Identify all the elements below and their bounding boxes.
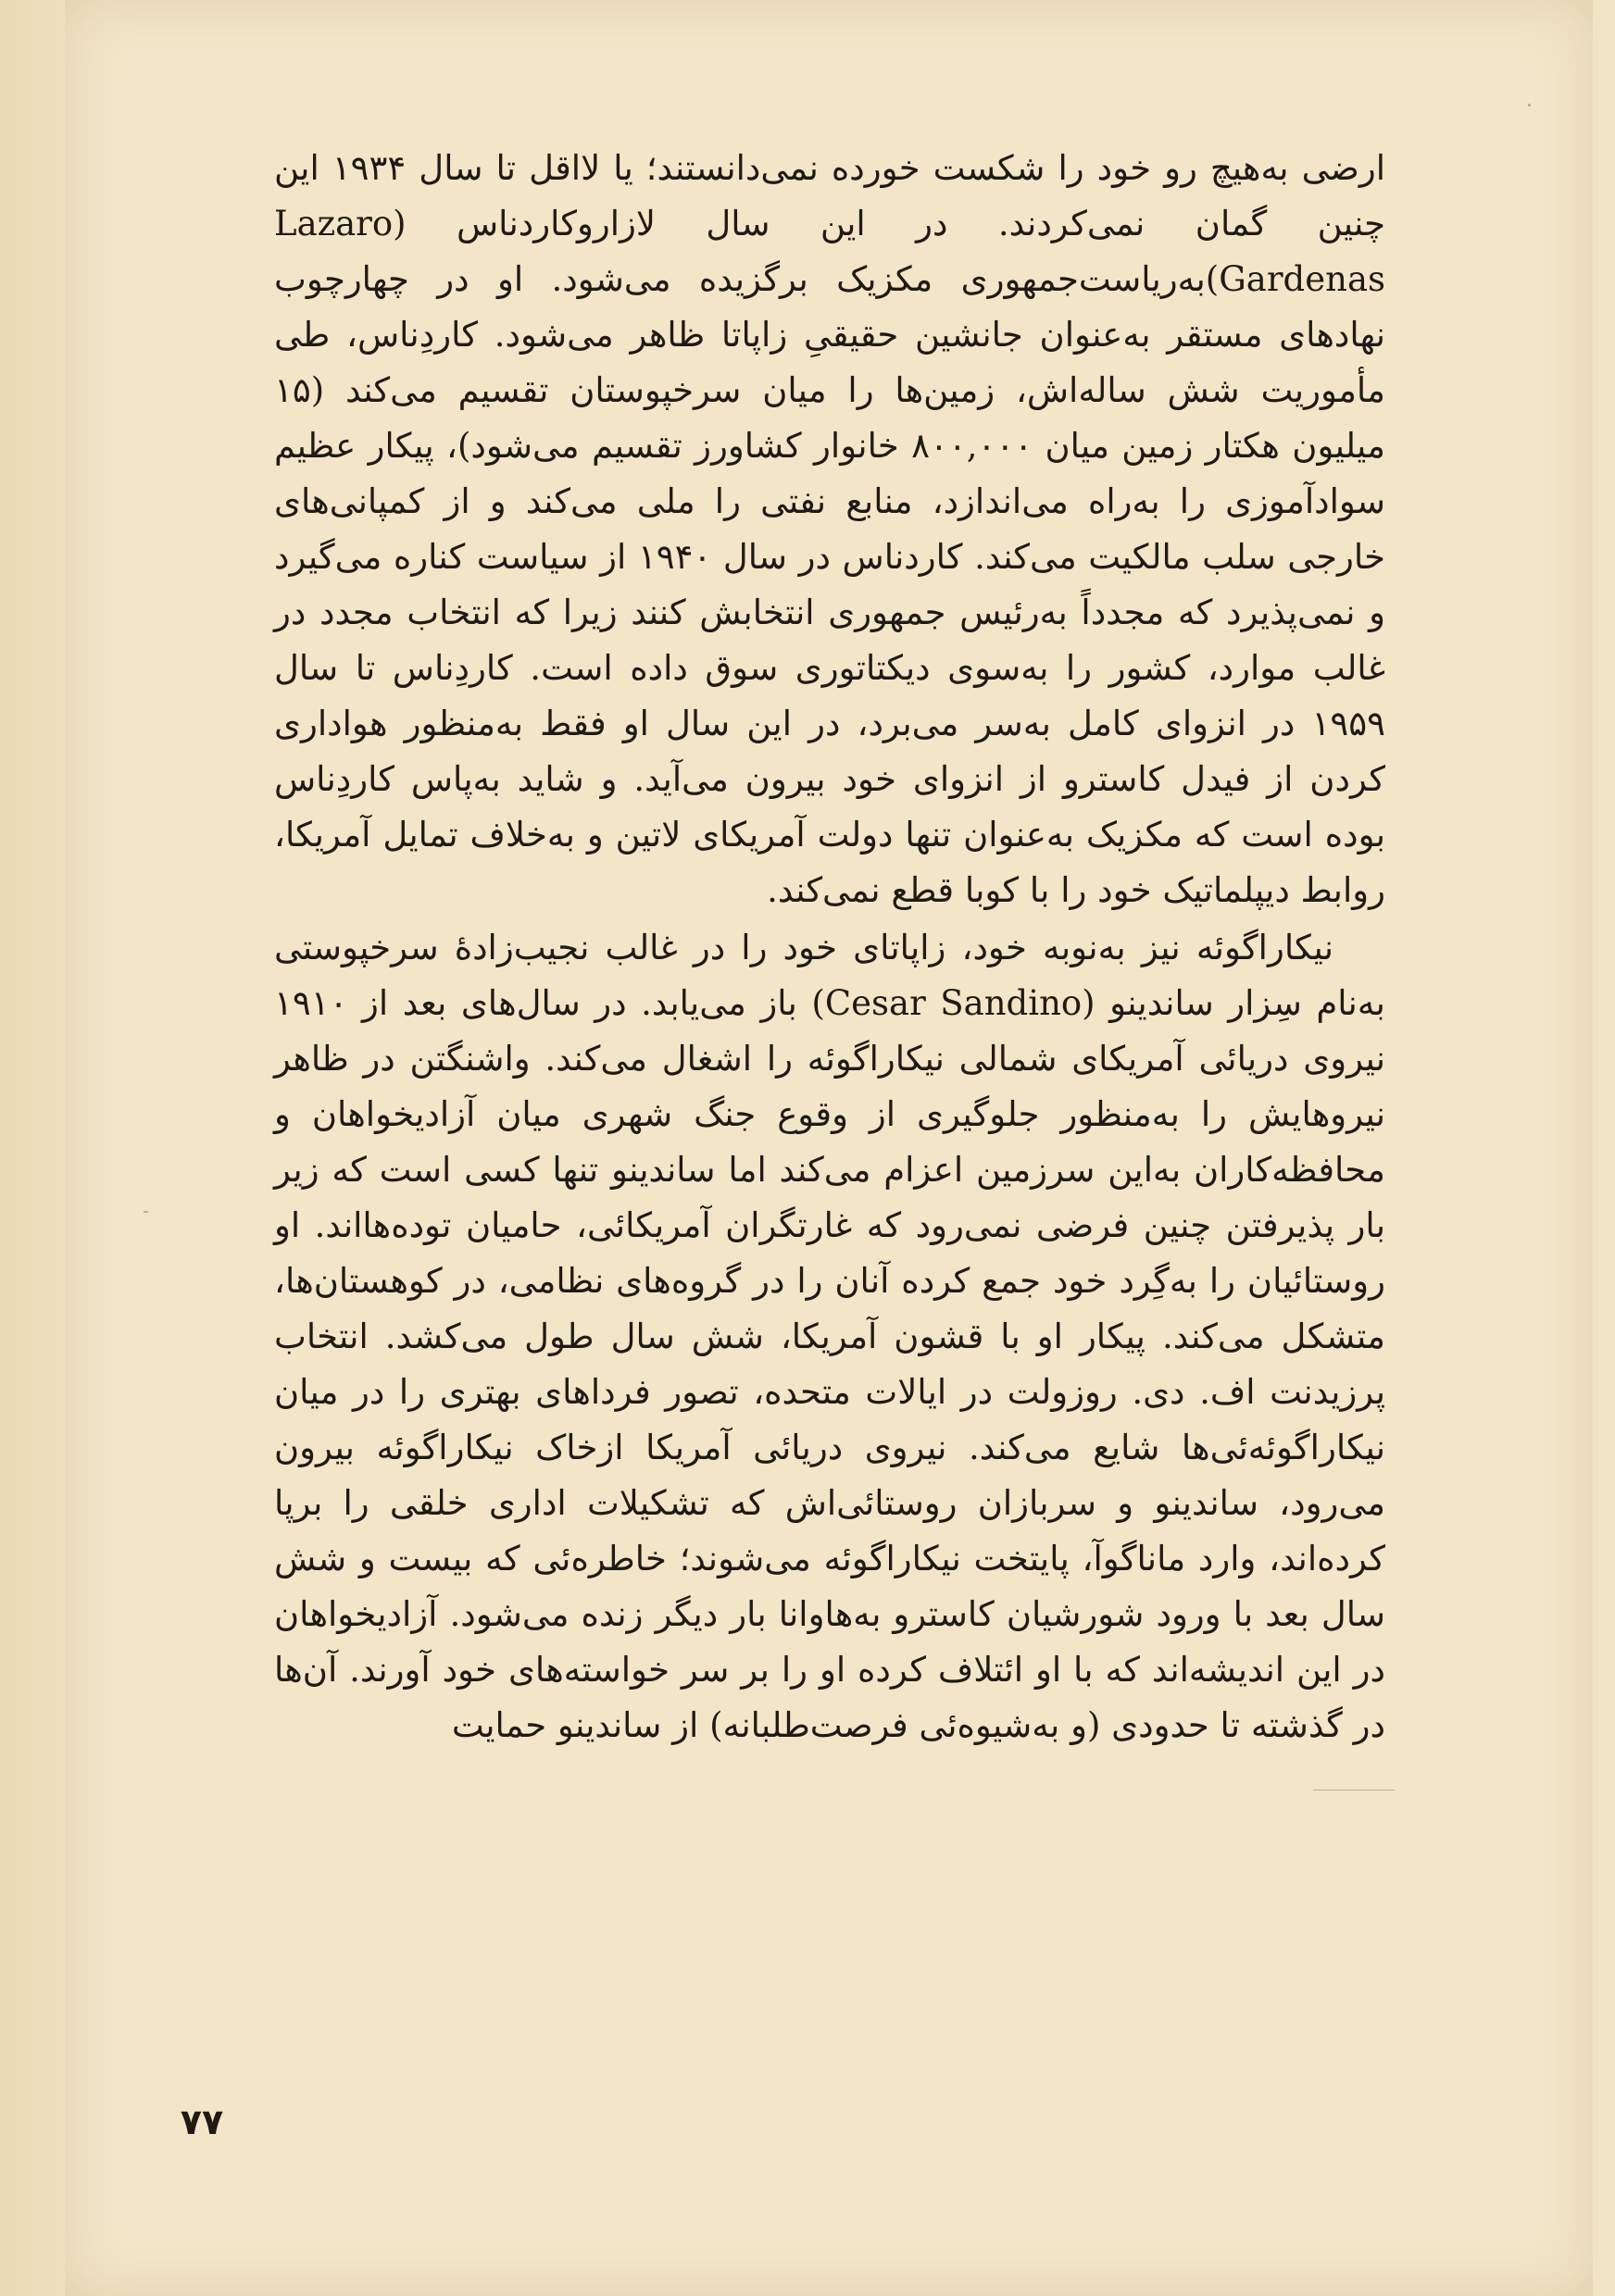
scan-dust-mark [144,1211,148,1213]
page-left-edge [0,0,65,2296]
scan-dust-mark [1313,1790,1395,1791]
page-number: ۷۷ [180,2102,224,2142]
persian-text-block [274,141,1385,1753]
paragraph-cardenas-mexico: ارضی به‌هیچ رو خود را شکست خورده نمی‌دانستند؛ یا لااقل تا سال ۱۹۳۴ این چنین گمان نمی‌کردند. در این سال لازاروکاردناس (Lazaro Gardenas)به‌ریاست‌جمهوری مکزیک برگزیده می‌شود. او در چهارچوب نهادهای مستقر به‌عنوان جانشین حقیقیِ زاپاتا ظاهر می‌شود. کاردِناس، طی مأموریت شش ساله‌اش، زمین‌ها را میان سرخپوستان تقسیم می‌کند (۱۵ میلیون هکتار زمین میان ۸۰۰,۰۰۰ خانوار کشاورز تقسیم می‌شود)، پیکار عظیم سوادآموزی را به‌راه می‌اندازد، منابع نفتی را ملی می‌کند و از کمپانی‌های خارجی سلب مالکیت می‌کند. کاردناس در سال ۱۹۴۰ از سیاست کناره می‌گیرد و نمی‌پذیرد که مجدداً به‌رئیس جمهوری انتخابش کنند زیرا که انتخاب مجدد در غالب موارد، کشور را به‌سوی دیکتاتوری سوق داده است. کاردِناس تا سال ۱۹۵۹ در انزوای کامل به‌سر می‌برد، در این سال او فقط به‌منظور هواداری کردن از فیدل کاسترو از انزوای خود بیرون می‌آید. و شاید به‌پاس کاردِناس بوده است که مکزیک به‌عنوان تنها دولت آمریکای لاتین و به‌خلاف تمایل آمریکا، روابط دیپلماتیک خود را با کوبا قطع نمی‌کند. [274,148,1386,910]
scan-dust-mark [1528,104,1531,106]
paragraph-sandino-nicaragua: نیکاراگوئه نیز به‌نوبه خود، زاپاتای خود را در غالب نجیب‌زادهٔ سرخپوستی به‌نام سِزار ساندینو (Cesar Sandino) باز می‌یابد. در سال‌های بعد از ۱۹۱۰ نیروی دریائی آمریکای شمالی نیکاراگوئه را اشغال می‌کند. واشنگتن در ظاهر نیروهایش را به‌منظور جلوگیری از وقوع جنگ شهری میان آزادیخواهان و محافظه‌کاران به‌این سرزمین اعزام می‌کند اما ساندینو تنها کسی است که زیر بار پذیرفتن چنین فرضی نمی‌رود که غارتگران آمریکائی، حامیان توده‌ها‌اند. او روستائیان را به‌گِرد خود جمع کرده آنان را در گروه‌های نظامی، در کوهستان‌ها، متشکل می‌کند. پیکار او با قشون آمریکا، شش سال طول می‌کشد. انتخاب پرزیدنت اف. دی. روزولت در ایالات متحده، تصور فرداهای بهتری را در میان نیکاراگوئه‌ئی‌ها شایع می‌کند. نیروی دریائی آمریکا ازخاک نیکاراگوئه بیرون می‌رود، ساندینو و سربازان روستائی‌اش که تشکیلات اداری خلقی را برپا کرده‌اند، وارد ماناگوآ، پایتخت نیکاراگوئه می‌شوند؛ خاطره‌ئی که بیست و شش سال بعد با ورود شورشیان کاسترو به‌هاوانا بار دیگر زنده می‌شود. آزادیخواهان در این اندیشه‌اند که با او ائتلاف کرده او را بر سر خواسته‌های خود آورند. آن‌ها در گذشته تا حدودی (و به‌شیوه‌ئی فرصت‌طلبانه) از ساندینو حمایت [274,928,1385,1745]
